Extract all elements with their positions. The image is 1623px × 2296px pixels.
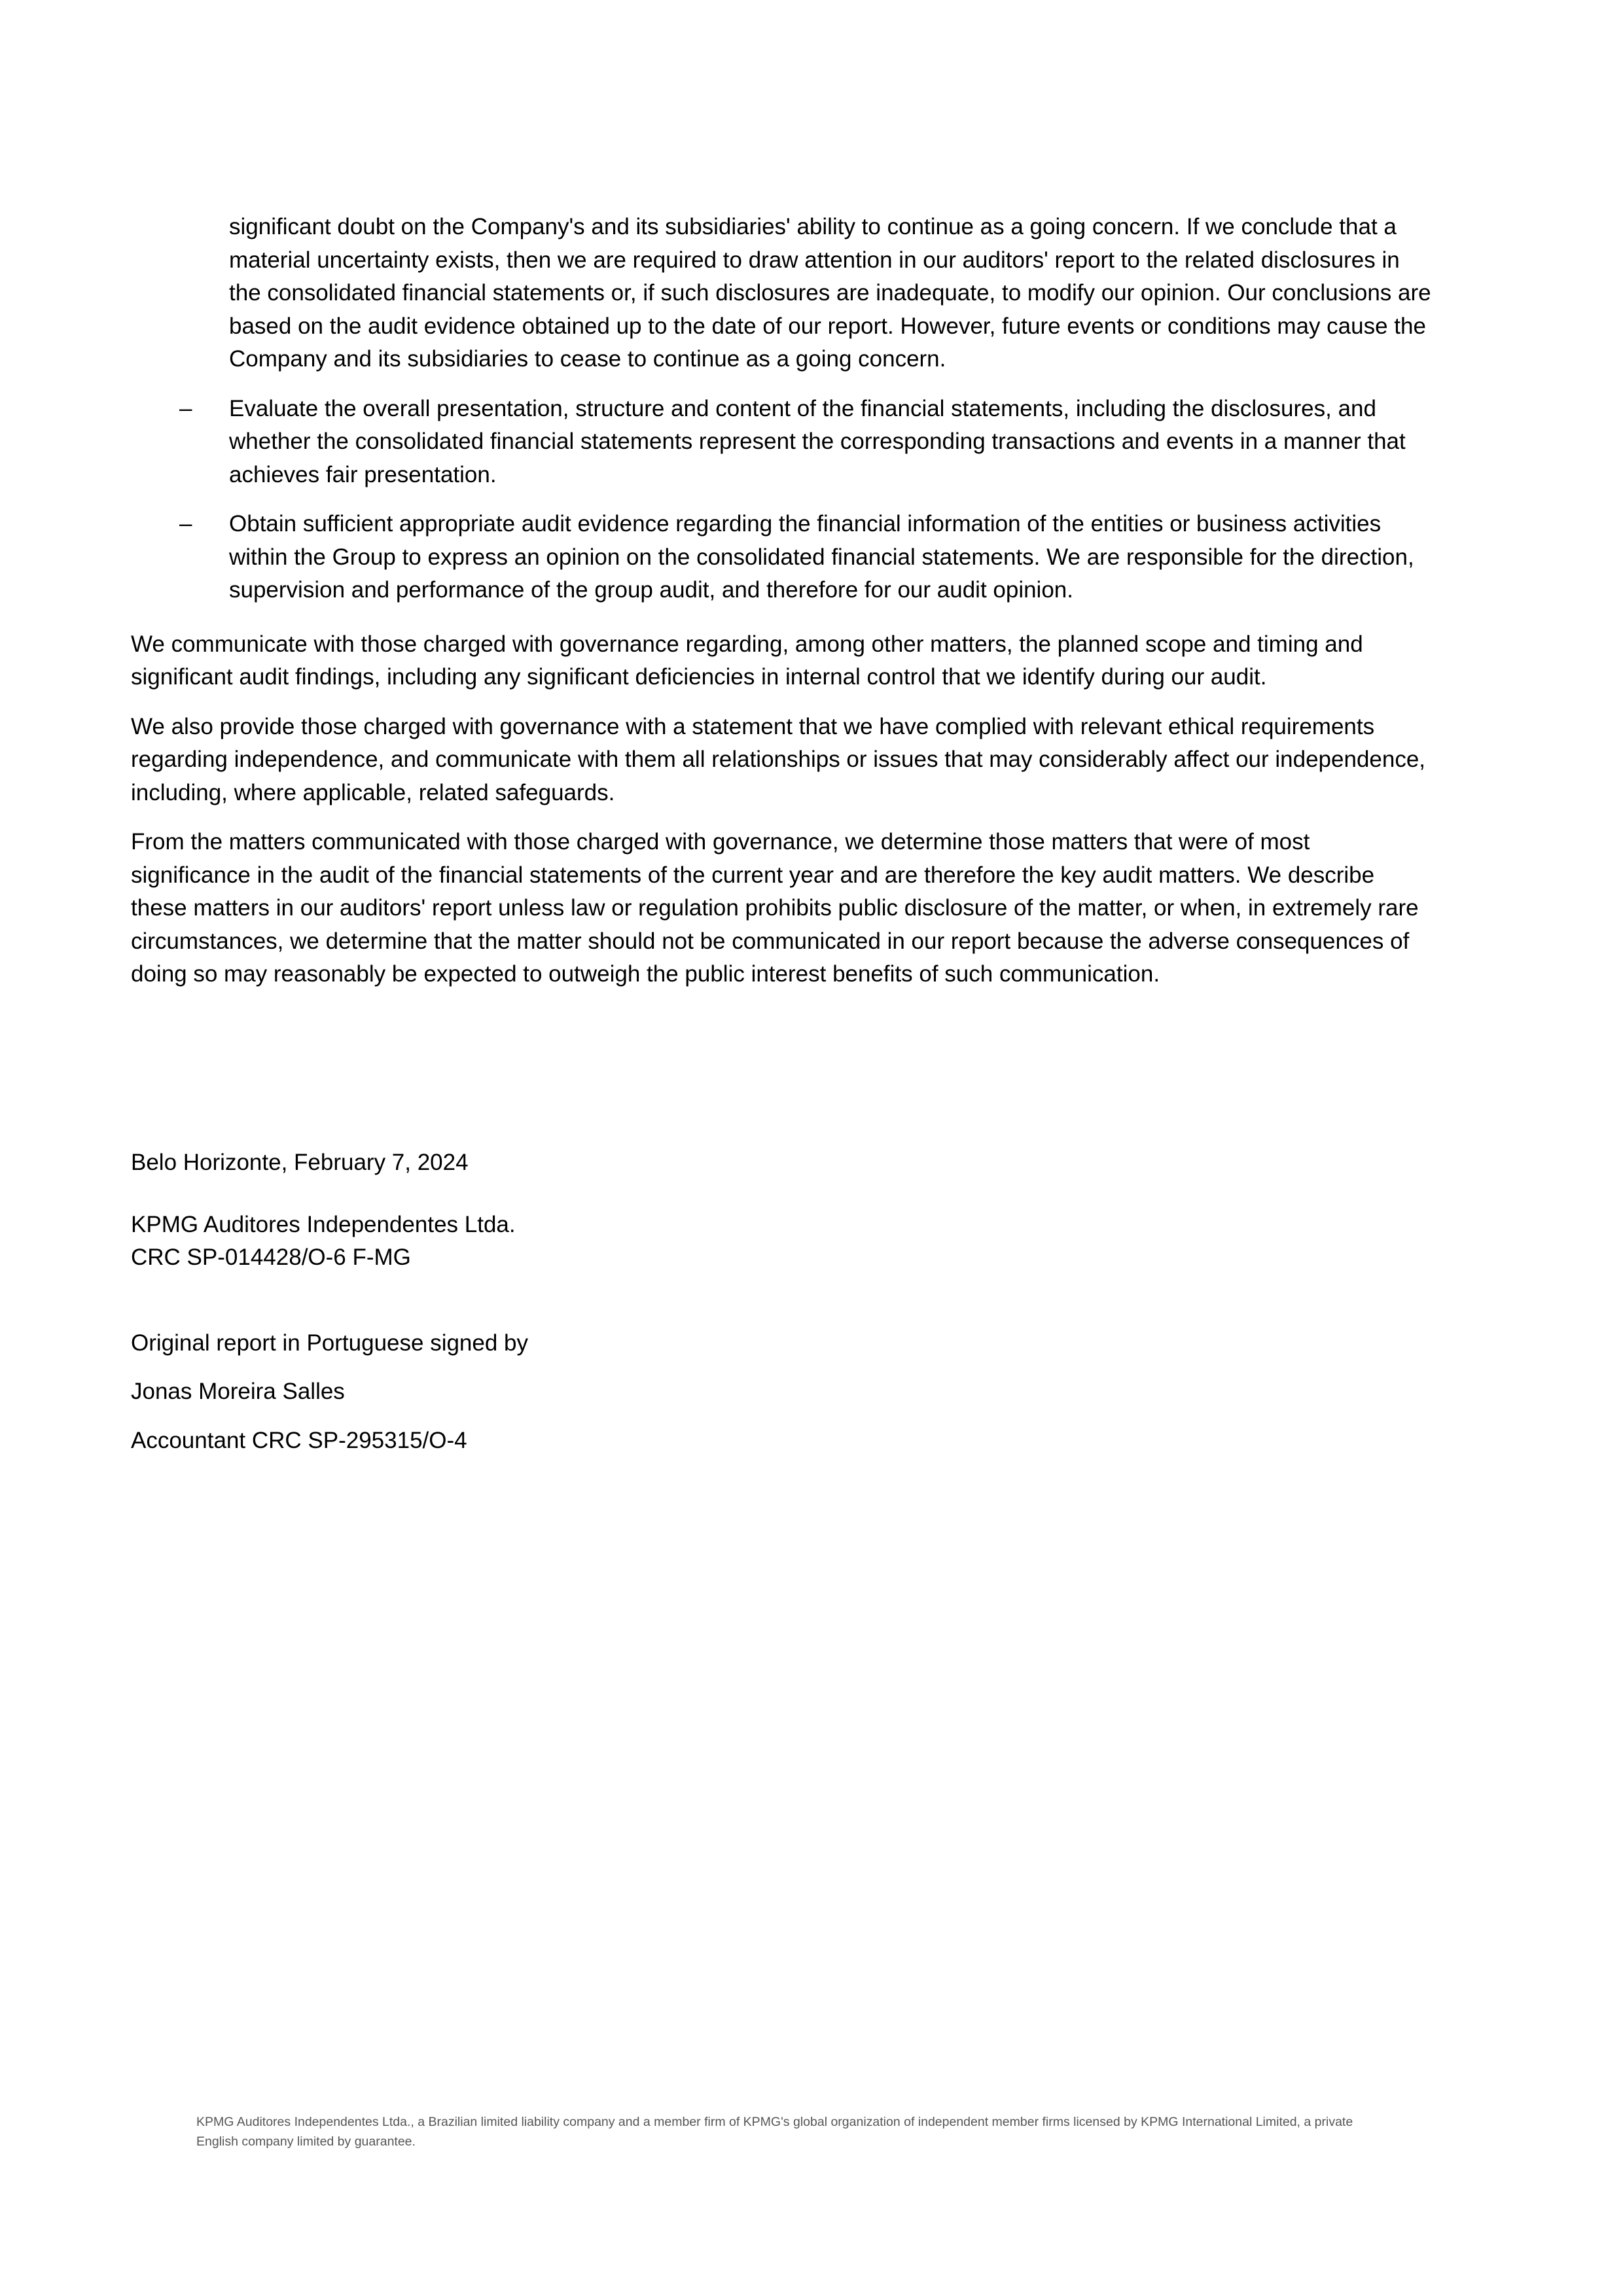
dash-bullet-marker: – — [179, 511, 192, 537]
signed-note: Original report in Portuguese signed by — [131, 1330, 529, 1356]
firm-crc: CRC SP-014428/O-6 F-MG — [131, 1245, 411, 1270]
paragraph-communication: We communicate with those charged with governance regarding, among other matters, the planned scope and timing and significant audit findings, including any significant deficiencies in internal control that we identify during our audit. — [131, 631, 1363, 690]
page-footer: KPMG Auditores Independentes Ltda., a Brazilian limited liability company and a member firm of KPMG's global organization of independent member firms licensed by KPMG International Limited, a private English company limited by guarantee. — [196, 2115, 1353, 2149]
paragraph-key-audit-matters: From the matters communicated with those charged with governance, we determine those matters that were of most significance in the audit of the financial statements of the current year and are therefore the key audit matters. We describe these matters in our auditors' report unless law or regulation prohibits public disclosure of the matter, or when, in extremely rare circumstances, we determine that the matter should not be communicated in our report because the adverse consequences of doing so may reasonably be expected to outweigh the public interest benefits of such communication. — [131, 829, 1419, 987]
signer-name: Jonas Moreira Salles — [131, 1379, 345, 1404]
firm-name: KPMG Auditores Independentes Ltda. — [131, 1211, 516, 1237]
dash-bullet-marker: – — [179, 395, 192, 421]
continued-paragraph: significant doubt on the Company's and its subsidiaries' ability to continue as a going concern. If we conclude that a material uncertainty exists, then we are required to draw attention in our auditors' report to the related disclosures in the consolidated financial statements or, if such disclosures are inadequate, to modify our opinion. Our conclusions are based on the audit evidence obtained up to the date of our report. However, future events or conditions may cause the Company and its subsidiaries to cease to continue as a going concern. — [229, 214, 1431, 372]
signature-block — [131, 1146, 528, 1457]
paragraph-independence: We also provide those charged with governance with a statement that we have complied with relevant ethical requirements regarding independence, and communicate with them all relationships or issues that may considerably affect our independence, including, where applicable, related safeguards. — [131, 713, 1426, 805]
signer-crc: Accountant CRC SP-295315/O-4 — [131, 1427, 467, 1453]
bullet-item — [131, 393, 1433, 492]
report-body — [131, 211, 1433, 1008]
bullet-text: Evaluate the overall presentation, structure and content of the financial statements, including the disclosures, and whether the consolidated financial statements represent the corresponding transactions and events in a manner that achieves fair presentation. — [229, 395, 1406, 487]
bullet-text: Obtain sufficient appropriate audit evidence regarding the financial information of the entities or business activities within the Group to express an opinion on the consolidated financial statements. We are responsible for the direction, supervision and performance of the group audit, and therefore for our audit opinion. — [229, 511, 1414, 603]
bullet-list — [131, 393, 1433, 607]
place-date: Belo Horizonte, February 7, 2024 — [131, 1150, 469, 1175]
bullet-item — [131, 508, 1433, 607]
